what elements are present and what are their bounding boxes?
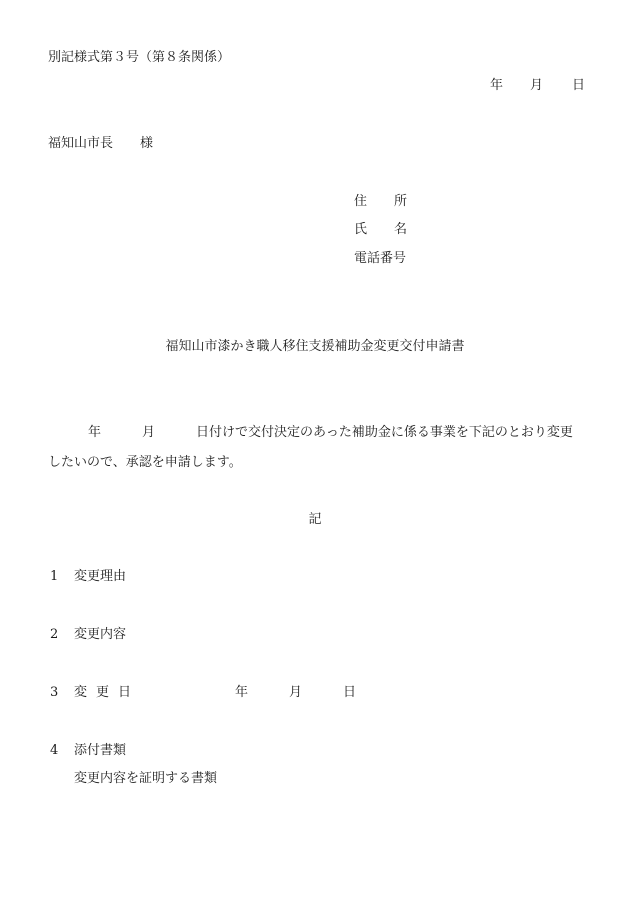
addressee-honorific: 様 <box>140 136 154 151</box>
header-date-month: 月 <box>530 78 544 93</box>
body-year: 年 <box>88 425 102 440</box>
applicant-address-label-a: 住 <box>354 194 368 209</box>
header-date-year: 年 <box>490 78 504 93</box>
item-3-month: 月 <box>289 685 303 700</box>
item-3-label-part-2: 更 <box>96 685 110 700</box>
item-4-sub: 変更内容を証明する書類 <box>74 771 218 786</box>
item-3-label-part-1: 変 <box>74 685 88 700</box>
ki-heading: 記 <box>308 512 322 527</box>
item-1-label: 変更理由 <box>74 569 127 584</box>
applicant-name-label <box>354 222 367 238</box>
applicant-name-label-a: 氏 <box>354 222 368 237</box>
item-4-number: 4 <box>50 743 59 758</box>
applicant-address-label <box>354 194 367 210</box>
item-3-label-part-3: 日 <box>118 685 132 700</box>
body-month: 月 <box>142 425 156 440</box>
header-date-day: 日 <box>572 78 586 93</box>
document-title: 福知山市漆かき職人移住支援補助金変更交付申請書 <box>165 339 465 354</box>
item-2-label: 変更内容 <box>74 627 127 642</box>
applicant-name-label-b: 名 <box>394 222 408 237</box>
item-3-year: 年 <box>235 685 249 700</box>
item-2-number: 2 <box>50 627 59 642</box>
body-line1: 日付けで交付決定のあった補助金に係る事業を下記のとおり変更 <box>196 425 573 440</box>
addressee <box>48 136 113 152</box>
body-line2: したいので、承認を申請します。 <box>48 455 242 470</box>
item-3-day: 日 <box>343 685 357 700</box>
applicant-address-label-b: 所 <box>394 194 408 209</box>
applicant-phone-label: 電話番号 <box>354 251 407 266</box>
addressee-name: 福知山市長 <box>48 136 114 151</box>
form-number: 別記様式第３号（第８条関係） <box>48 50 231 65</box>
item-1-number: 1 <box>50 569 59 584</box>
item-4-label: 添付書類 <box>74 743 127 758</box>
item-3-number: 3 <box>50 685 59 700</box>
